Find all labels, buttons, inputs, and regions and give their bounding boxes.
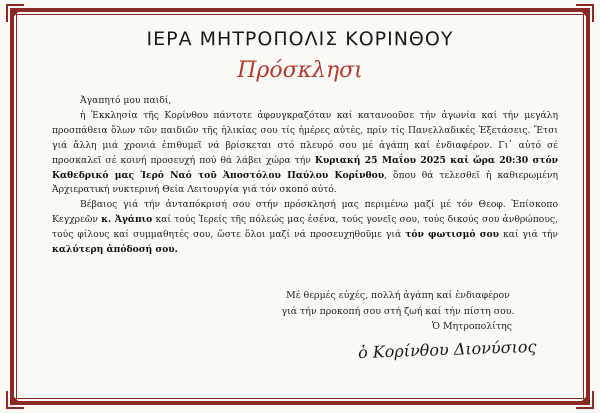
handwritten-signature: ὁ Κορίνθου Διονύσιος: [357, 336, 537, 363]
corner-ornament-icon: [576, 4, 594, 22]
signer-role: Ὁ Μητροπολίτης: [431, 321, 512, 333]
event-details: Κυριακή 25 Μαΐου 2025 καί ὥρα 20:30 στόν Καθεδρικό μας Ἱερό Ναό τοῦ Ἀποστόλου Παύλου Κορίνθου: [52, 154, 558, 181]
invitation-title: Πρόσκλησι: [237, 58, 363, 83]
paragraph-2: Βέβαιος γιά τήν ἀνταπόκρισή σου στήν πρόσκλησή μας περιμένω μαζί μέ τόν Θεοφ. Ἐπίσκοπο Κεγχρεῶν κ. Ἀγάπιο καί τούς Ἱερείς τῆς πόλεώς μας ἐσένα, τούς γονεῖς σου, τούς δικούς σου ἀνθρώπους, τούς φίλους καί συμμαθητές σου, ὥστε ὅλοι μαζί νά προσευχηθοῦμε γιά τόν φωτισμό σου καί γιά τήν καλύτερη ἀπόδοσή σου.: [52, 199, 558, 256]
paragraph-1: ἡ Ἐκκλησία τῆς Κορίνθου πάντοτε ἀφουγκραζόταν καί κατανοοῦσε τήν ἀγωνία καί τήν μεγάλη προσπάθεια ὅλων τῶν παιδιῶν τῆς ἡλικίας σου τίς ἡμέρες αὐτές, πρίν τίς Πανελλαδικές Ἐξετάσεις. Ἔτσι γιά ἄλλη μιά χρονιά ἐπιθυμεῖ νά βρίσκεται στό πλευρό σου μέ ἀγάπη καί ἐνδιαφέρον. Γι᾽ αὐτό σέ προσκαλεῖ σέ κοινή προσευχή πού θά λάβει χώρα τήν Κυριακή 25 Μαΐου 2025 καί ὥρα 20:30 στόν Καθεδρικό μας Ἱερό Ναό τοῦ Ἀποστόλου Παύλου Κορίνθου, ὅπου θά τελεσθεῖ ἡ καθιερωμένη Ἀρχιερατική νυκτερινή Θεία Λειτουργία γιά τόν σκοπό αὐτό.: [52, 109, 558, 196]
closing-line-2: γιά τήν προκοπή σου στή ζωή καί τήν πίστη σου.: [281, 305, 515, 317]
closing-line-1: Μέ θερμές εὐχές, πολλή ἀγάπη καί ἐνδιαφέρον: [286, 290, 510, 301]
corner-ornament-icon: [6, 391, 24, 409]
corner-ornament-icon: [6, 4, 24, 22]
corner-ornament-icon: [576, 391, 594, 409]
closing-block: [248, 288, 548, 335]
metropolis-header: ΙΕΡΑ ΜΗΤΡΟΠΟΛΙΣ ΚΟΡΙΝΘΟΥ: [146, 28, 454, 50]
greeting: Ἀγαπητό μου παιδί,: [80, 95, 172, 106]
bishop-name: κ. Ἀγάπιο: [101, 214, 153, 226]
letter-body: [52, 94, 558, 258]
